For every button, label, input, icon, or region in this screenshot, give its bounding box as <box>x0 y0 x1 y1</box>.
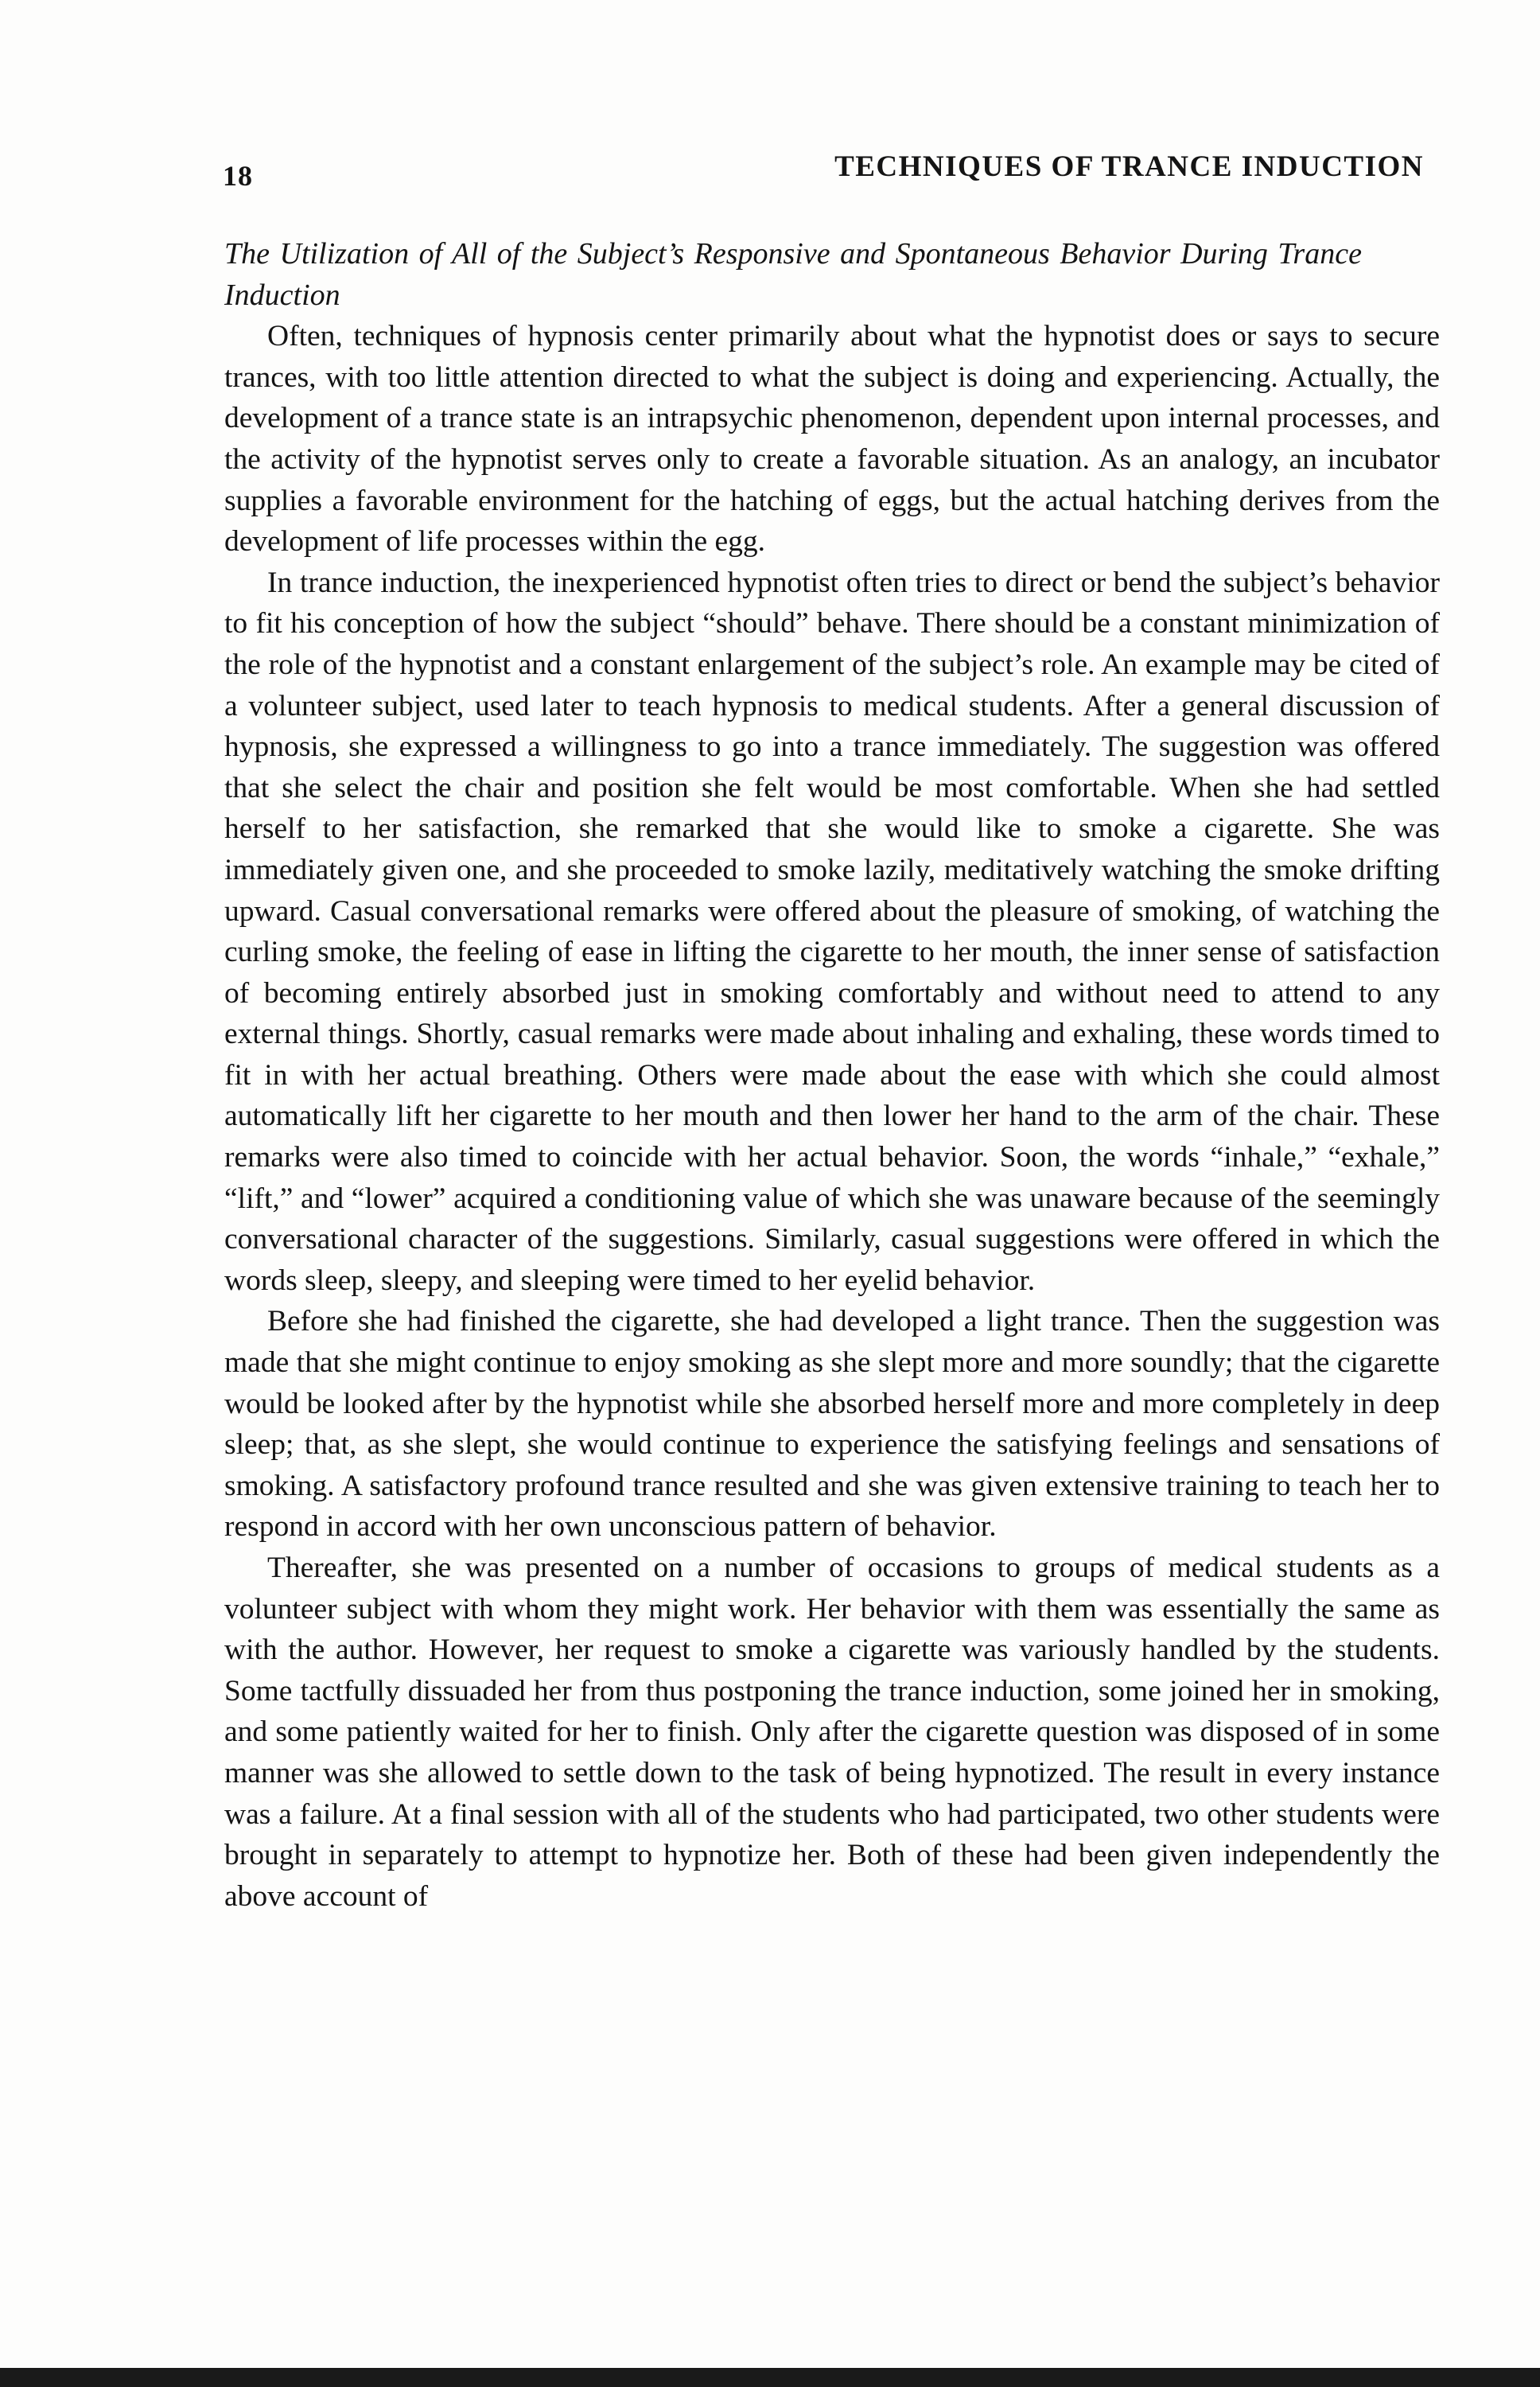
paragraph-2: In trance induction, the inexperienced hypnotist often tries to direct or bend the subject’s behavior to fit his conception of how the subject “should” behave. There should be a constant minimization of the role of the hypnotist and a constant enlargement of the subject’s role. An example may be cited of a volunteer subject, used later to teach hypnosis to medical students. After a general discussion of hypnosis, she expressed a willingness to go into a trance immediately. The suggestion was offered that she select the chair and position she felt would be most comfortable. When she had settled herself to her satisfaction, she remarked that she would like to smoke a cigarette. She was immediately given one, and she proceeded to smoke lazily, meditatively watching the smoke drifting upward. Casual conversational remarks were offered about the pleasure of smoking, of watching the curling smoke, the feeling of ease in lifting the cigarette to her mouth, the inner sense of satisfaction of becoming entirely absorbed just in smoking comfortably and without need to attend to any external things. Shortly, casual remarks were made about inhaling and exhaling, these words timed to fit in with her actual breathing. Others were made about the ease with which she could almost automatically lift her cigarette to her mouth and then lower her hand to the arm of the chair. These remarks were also timed to coincide with her actual behavior. Soon, the words “inhale,” “exhale,” “lift,” and “lower” acquired a conditioning value of which she was unaware because of the seemingly conversational character of the suggestions. Similarly, casual suggestions were offered in which the words sleep, sleepy, and sleeping were timed to her eyelid behavior. <box>224 566 1440 1297</box>
body-text <box>224 234 1440 1917</box>
page-number: 18 <box>223 160 253 192</box>
running-header <box>223 150 1424 197</box>
scan-edge-bar <box>0 2368 1540 2387</box>
section-heading: The Utilization of All of the Subject’s Responsive and Spontaneous Behavior During Trance Induction <box>224 237 1362 312</box>
running-title: TECHNIQUES OF TRANCE INDUCTION <box>834 150 1424 183</box>
paragraph-1: Often, techniques of hypnosis center primarily about what the hypnotist does or says to secure trances, with too little attention directed to what the subject is doing and experiencing. Actually, the development of a trance state is an intrapsychic phenomenon, dependent upon internal processes, and the activity of the hypnotist serves only to create a favorable situation. As an analogy, an incubator supplies a favorable environment for the hatching of eggs, but the actual hatching derives from the development of life processes within the egg. <box>224 320 1440 559</box>
paragraph-3: Before she had finished the cigarette, she had developed a light trance. Then the suggestion was made that she might continue to enjoy smoking as she slept more and more soundly; that the cigarette would be looked after by the hypnotist while she absorbed herself more and more completely in deep sleep; that, as she slept, she would continue to experience the satisfying feelings and sensations of smoking. A satisfactory profound trance resulted and she was given extensive training to teach her to respond in accord with her own unconscious pattern of behavior. <box>224 1305 1440 1544</box>
paragraph-4: Thereafter, she was presented on a number of occasions to groups of medical students as a volunteer subject with whom they might work. Her behavior with them was essentially the same as with the author. However, her request to smoke a cigarette was variously handled by the students. Some tactfully dissuaded her from thus postponing the trance induction, some joined her in smoking, and some patiently waited for her to finish. Only after the cigarette question was disposed of in some manner was she allowed to settle down to the task of being hypnotized. The result in every instance was a failure. At a final session with all of the students who had participated, two other students were brought in separately to attempt to hypnotize her. Both of these had been given independently the above account of <box>224 1552 1440 1913</box>
